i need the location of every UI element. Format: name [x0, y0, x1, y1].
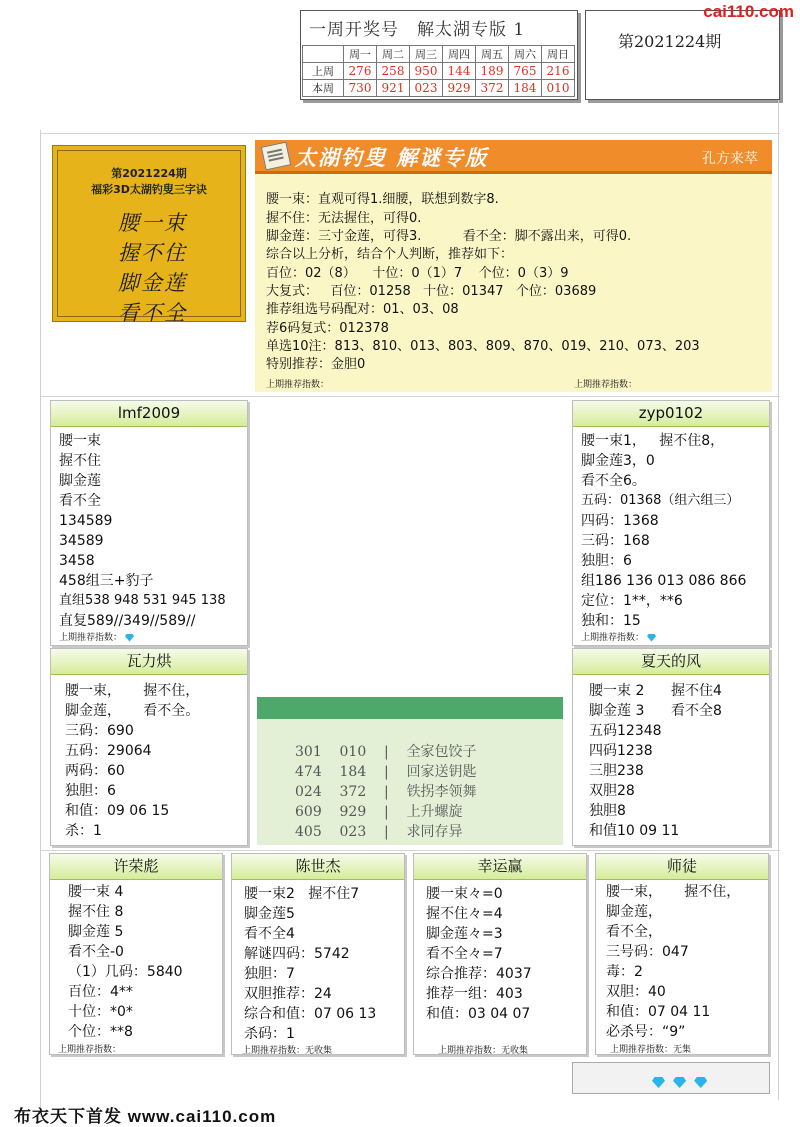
- result-cell: 950: [410, 63, 443, 80]
- expert-line: 三码：168: [581, 533, 650, 549]
- expert-line: 四码：1368: [581, 513, 659, 529]
- expert-line: 腰一束， 握不住，: [65, 683, 200, 699]
- expert-box-xingyunying: [413, 853, 587, 1055]
- expert-line: 看不全6。: [581, 473, 646, 489]
- expert-line: 四码1238: [589, 743, 653, 759]
- expert-line: （1）几码：5840: [68, 964, 183, 980]
- main-author: 孔方来萃: [702, 151, 758, 167]
- expert-line: 解谜四码：5742: [244, 946, 350, 962]
- diamond-icon: [125, 634, 134, 642]
- day-header: 周六: [509, 46, 542, 63]
- expert-line: 百位：4**: [68, 984, 133, 1000]
- result-cell: 010: [542, 80, 575, 97]
- expert-line: 杀码：1: [244, 1026, 295, 1042]
- poster-line: 腰一束: [118, 211, 187, 235]
- issue-panel: [585, 10, 780, 100]
- expert-line: 五码：29064: [65, 743, 152, 759]
- weekly-results-title: 一周开奖号 解太湖专版 1: [309, 20, 526, 40]
- frame-line: [778, 100, 779, 1100]
- expert-box-shitu: [595, 853, 769, 1055]
- expert-line: 腰一束1， 握不住8，: [581, 433, 725, 449]
- expert-name: 瓦力烘: [51, 649, 247, 675]
- expert-line: 和值：03 04 07: [426, 1006, 531, 1022]
- issue-number: 第2021224期: [618, 32, 722, 51]
- poster-subtitle: 福彩3D太湖钓叟三字诀: [91, 183, 207, 196]
- frame-line: [40, 850, 780, 851]
- prev-index-label: 上期推荐指数：无集: [610, 1045, 692, 1055]
- expert-line: 握不住々=4: [426, 906, 503, 922]
- expert-line: 必杀号：“9”: [606, 1024, 686, 1040]
- poster-line: 握不住: [118, 241, 187, 265]
- table-row: [303, 80, 575, 97]
- expert-line: 五码：01368（组六组三）: [581, 493, 740, 508]
- main-line: 特别推荐：金胆0: [266, 357, 366, 372]
- main-line: 推荐组选号码配对：01、03、08: [266, 302, 459, 317]
- result-cell: 276: [344, 63, 377, 80]
- expert-line: 双胆28: [589, 783, 635, 799]
- expert-line: 双胆推荐：24: [244, 986, 332, 1002]
- expert-line: 458组三+豹子: [59, 573, 154, 589]
- expert-line: 腰一束 2 握不住4: [589, 683, 722, 699]
- result-cell: 921: [377, 80, 410, 97]
- draw-row: 609 929 | 上升螺旋: [295, 804, 463, 820]
- day-header: 周三: [410, 46, 443, 63]
- expert-line: 和值10 09 11: [589, 823, 680, 839]
- expert-line: 脚金莲5: [244, 906, 295, 922]
- expert-line: 看不全-0: [68, 944, 124, 960]
- diamond-icon: [673, 1077, 686, 1088]
- footer-credit: 布衣天下首发 www.cai110.com: [14, 1107, 277, 1126]
- recent-draws-panel: [257, 697, 563, 845]
- poster-issue: 第2021224期: [111, 167, 187, 180]
- expert-line: 推荐一组：403: [426, 986, 523, 1002]
- main-line: 脚金莲：三寸金莲，可得3. 看不全：脚不露出来，可得0.: [266, 229, 632, 244]
- expert-name: 陈世杰: [232, 854, 404, 880]
- expert-line: 腰一束: [59, 433, 101, 449]
- frame-line: [40, 130, 41, 1115]
- main-line: 单选10注：813、810、013、803、809、870、019、210、073、203: [266, 339, 700, 354]
- result-cell: 258: [377, 63, 410, 80]
- result-cell: 184: [509, 80, 542, 97]
- expert-line: 独胆：6: [581, 553, 632, 569]
- draw-row: 024 372 | 铁拐李领舞: [295, 784, 477, 800]
- expert-line: 直复589//349//589//: [59, 613, 196, 629]
- result-cell: 023: [410, 80, 443, 97]
- expert-line: 综合和值：07 06 13: [244, 1006, 377, 1022]
- result-cell: 372: [476, 80, 509, 97]
- table-row: [303, 63, 575, 80]
- expert-box-chenshijie: [231, 853, 405, 1055]
- prev-index: [581, 630, 656, 643]
- main-title: 太湖钓叟 解谜专版: [295, 145, 489, 170]
- result-cell: 144: [443, 63, 476, 80]
- prev-index-label: 上期推荐指数：: [581, 633, 645, 643]
- result-cell: 765: [509, 63, 542, 80]
- expert-box-xiatian: [572, 648, 770, 846]
- result-cell: 929: [443, 80, 476, 97]
- day-header: 周一: [344, 46, 377, 63]
- expert-name: 师徒: [596, 854, 768, 880]
- expert-box-xurongbiao: [49, 853, 223, 1055]
- prev-index-label: 上期推荐指数：: [574, 380, 638, 390]
- expert-line: 脚金莲 5: [68, 924, 124, 940]
- site-logo[interactable]: cai110.com: [703, 2, 794, 21]
- expert-line: 综合推荐：4037: [426, 966, 532, 982]
- expert-line: 腰一束2 握不住7: [244, 886, 360, 902]
- expert-box-walihong: [50, 648, 248, 846]
- expert-line: 独和：15: [581, 613, 641, 629]
- prev-index-label: 上期推荐指数：无收集: [242, 1046, 333, 1056]
- expert-name: zyp0102: [573, 401, 769, 427]
- expert-line: 看不全4: [244, 926, 295, 942]
- expert-line: 34589: [59, 533, 104, 549]
- expert-line: 组186 136 013 086 866: [581, 573, 747, 589]
- diamond-icon: [647, 634, 656, 642]
- expert-line: 五码12348: [589, 723, 662, 739]
- expert-line: 十位：*0*: [68, 1004, 133, 1020]
- expert-line: 脚金莲 3 看不全8: [589, 703, 722, 719]
- expert-line: 两码：60: [65, 763, 125, 779]
- expert-line: 3458: [59, 553, 95, 569]
- row-label: 上周: [303, 63, 344, 80]
- expert-line: 独胆：7: [244, 966, 295, 982]
- diamond-icon: [694, 1077, 707, 1088]
- weekly-results-table: [302, 45, 575, 97]
- main-line: 握不住：无法握住，可得0.: [266, 211, 422, 226]
- row-label: 本周: [303, 80, 344, 97]
- result-cell: 189: [476, 63, 509, 80]
- expert-line: 三号码：047: [606, 944, 689, 960]
- expert-line: 定位：1**，**6: [581, 593, 683, 609]
- expert-name: lmf2009: [51, 401, 247, 427]
- expert-line: 独胆：6: [65, 783, 116, 799]
- expert-line: 看不全: [59, 493, 101, 509]
- rating-box: [572, 1062, 770, 1094]
- draw-row: 301 010 | 全家包饺子: [295, 744, 477, 760]
- expert-line: 握不住 8: [68, 904, 124, 920]
- diamond-icon: [652, 1077, 665, 1088]
- table-header-row: [303, 46, 575, 63]
- draw-row: 474 184 | 回家送钥匙: [295, 764, 477, 780]
- panel-bar: [257, 697, 563, 719]
- prev-index-label: 上期推荐指数：: [58, 1045, 122, 1055]
- main-line: 大复式： 百位：01258 十位：01347 个位：03689: [266, 284, 597, 299]
- expert-line: 毒：2: [606, 964, 643, 980]
- expert-line: 腰一束 4: [68, 884, 124, 900]
- riddle-poster: [52, 145, 246, 325]
- expert-line: 脚金莲3，0: [581, 453, 655, 469]
- expert-line: 直组538 948 531 945 138: [59, 593, 226, 608]
- prev-index: [59, 630, 134, 643]
- expert-line: 看不全々=7: [426, 946, 503, 962]
- expert-line: 握不住: [59, 453, 101, 469]
- main-line: 综合以上分析，结合个人判断，推荐如下：: [266, 247, 514, 262]
- poster-line: 脚金莲: [118, 271, 187, 295]
- expert-line: 134589: [59, 513, 113, 529]
- expert-line: 看不全，: [606, 924, 662, 940]
- expert-line: 脚金莲， 看不全。: [65, 703, 200, 719]
- result-cell: 216: [542, 63, 575, 80]
- prev-index-label: 上期推荐指数：: [266, 380, 330, 390]
- expert-line: 腰一束々=0: [426, 886, 503, 902]
- day-header: 周日: [542, 46, 575, 63]
- expert-line: 脚金莲，: [606, 904, 662, 920]
- expert-box-lmf2009: [50, 400, 248, 646]
- expert-line: 个位：**8: [68, 1024, 133, 1040]
- main-puzzle-panel: [255, 140, 772, 392]
- main-line: 百位：02（8） 十位：0（1）7 个位：0（3）9: [266, 266, 569, 281]
- expert-name: 夏天的风: [573, 649, 769, 675]
- draw-row: 405 023 | 求同存异: [295, 824, 463, 840]
- expert-line: 脚金莲々=3: [426, 926, 503, 942]
- weekly-results-panel: [300, 10, 578, 100]
- main-line: 荐6码复式：012378: [266, 321, 389, 336]
- expert-line: 和值：07 04 11: [606, 1004, 711, 1020]
- expert-line: 和值：09 06 15: [65, 803, 170, 819]
- day-header: 周二: [377, 46, 410, 63]
- day-header: 周五: [476, 46, 509, 63]
- expert-line: 独胆8: [589, 803, 626, 819]
- result-cell: 730: [344, 80, 377, 97]
- scroll-icon: [261, 142, 291, 171]
- expert-line: 双胆：40: [606, 984, 666, 1000]
- frame-line: [40, 133, 780, 134]
- expert-line: 腰一束， 握不住，: [606, 884, 741, 900]
- expert-line: 杀：1: [65, 823, 102, 839]
- expert-box-zyp0102: [572, 400, 770, 646]
- prev-index-label: 上期推荐指数：: [59, 633, 123, 643]
- expert-line: 三胆238: [589, 763, 644, 779]
- prev-index-label: 上期推荐指数：无收集: [438, 1046, 529, 1056]
- main-line: 腰一束：直观可得1.细腰，联想到数字8.: [266, 192, 499, 207]
- main-title-bar: [255, 140, 772, 174]
- day-header: 周四: [443, 46, 476, 63]
- poster-line: 看不全: [118, 301, 187, 325]
- expert-line: 三码：690: [65, 723, 134, 739]
- expert-name: 许荣彪: [50, 854, 222, 880]
- expert-name: 幸运赢: [414, 854, 586, 880]
- expert-line: 脚金莲: [59, 473, 101, 489]
- frame-line: [40, 396, 780, 397]
